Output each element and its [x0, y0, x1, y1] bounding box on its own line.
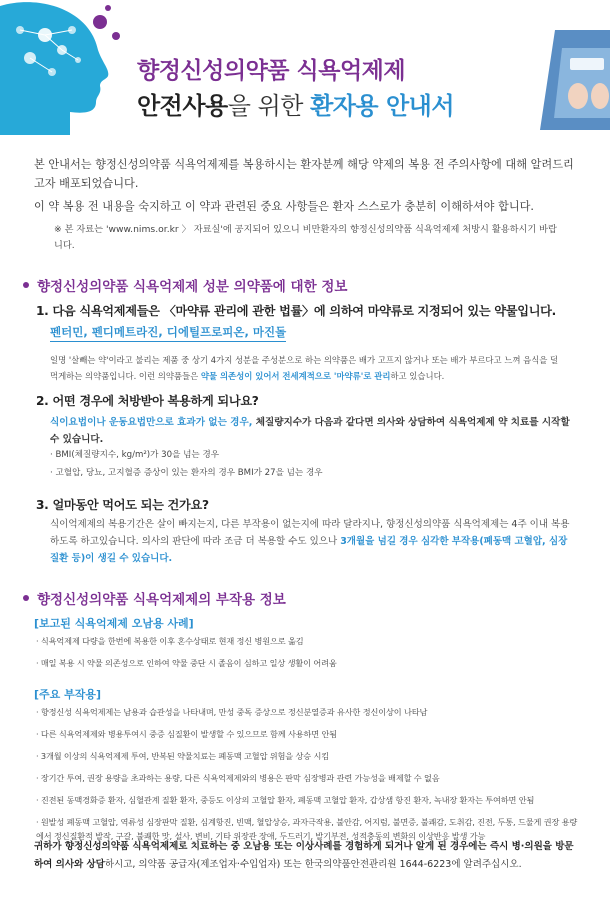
answer-3-highlight: 3개월을 넘길 경우 심각한 부작용(폐동맥 고혈압, 심장질환 등)이 생길 수 있습니다.: [50, 536, 568, 564]
section1-title-text: 향정신성의약품 식욕억제제 성분 의약품에 대한 정보: [37, 279, 348, 295]
answer-1-line1: 일명 '살빼는 약'이라고 불리는 제품 중 상기 4가지 성분을 주성분으로 하는 의약품은 배가 고프지 않거나 또는 배가 부르다고 느껴 음식을 덜: [50, 355, 559, 365]
side-effects-title: [주요 부작용]: [34, 688, 102, 701]
bullet-dot-icon: [23, 282, 29, 288]
bmi-bullet-2-text: 고혈압, 당뇨, 고지혈증 증상이 있는 환자의 경우 BMI가 27을 넘는 경우: [55, 468, 323, 478]
title-line1: 향정신성의약품 식욕억제제: [137, 58, 406, 84]
head-silhouette-icon: [0, 0, 135, 135]
answer-2: [50, 414, 578, 448]
list-item: · 식욕억제제 다량을 한번에 복용한 이후 혼수상태로 현재 정신 병원으로 옮김: [36, 630, 581, 652]
list-item: · 매일 복용 시 약물 의존성으로 인하여 약물 중단 시 졸음이 심하고 일상 생활이 어려움: [36, 652, 581, 674]
reference-note: ※ 본 자료는 'www.nims.or.kr 〉 자료실'에 공지되어 있으니 비만환자의 향정신성의약품 식욕억제제 처방시 활용하시기 바랍니다.: [54, 224, 557, 251]
list-item: · 원발성 폐동맥 고혈압, 역류성 심장판막 질환, 심계항진, 빈맥, 혈압상승, 과자극작용, 불안감, 어지럼, 불면증, 불쾌감, 도취감, 진전, 두통, 드물게 권장 용량에서 정신질환적 발작, 구갈, 불쾌한 맛, 설사, 변비, 기타 위장관 장애, 두드러기, 발기부전, 성적충동의 변화의 이상반응 발생 가능: [36, 811, 581, 843]
list-item: · 다른 식욕억제제와 병용투여시 중증 심질환이 발생할 수 있으므로 함께 사용하면 안됨: [36, 723, 581, 745]
question-1: 1. 다음 식욕억제제들은 〈마약류 관리에 관한 법률〉에 의하여 마약류로 지정되어 있는 약물입니다.: [36, 304, 556, 318]
answer-3-text: 식이억제제의 복용기간은 살이 빠지는지, 다른 부작용이 없는지에 따라 달라지나, 향정신성의약품 식욕억제제는 4주 이내 복용하도록 하고있습니다. 의사의 판단에 따라 조금 더 복용할 수도 있으나: [50, 519, 570, 547]
title-safe-use: 안전사용: [137, 92, 228, 120]
answer-2-highlight: 식이요법이나 운동요법만으로 효과가 없는 경우,: [50, 417, 253, 428]
list-item: · 3개월 이상의 식욕억제제 투여, 반복된 약물치료는 폐동맥 고혈압 위험을 상승 시킴: [36, 745, 581, 767]
footer-text: 하시고, 의약품 공급자(제조업자·수입업자) 또는 한국의약품안전관리원 1644-6223에 알려주십시오.: [104, 859, 522, 870]
intro-paragraph-2: 이 약 복용 전 내용을 숙지하고 이 약과 관련된 중요 사항들은 환자 스스로가 충분히 이해하셔야 합니다.: [34, 200, 534, 213]
answer-1-highlight: 약물 의존성이 있어서 전세계적으로 '마약류'로 관리: [200, 371, 391, 381]
answer-3: [50, 516, 570, 567]
title-patient-guide: 환자용 안내서: [310, 92, 455, 120]
bathroom-scale-icon: [540, 30, 610, 130]
title-connector: 을 위한: [227, 92, 311, 120]
section2-title-text: 향정신성의약품 식욕억제제의 부작용 정보: [37, 592, 286, 608]
list-item: · 향정신성 식욕억제제는 남용과 습관성을 나타내며, 만성 중독 증상으로 정신분열증과 유사한 정신이상이 나타남: [36, 701, 581, 723]
question-3: 3. 얼마동안 먹어도 되는 건가요?: [36, 498, 209, 512]
bmi-bullet-2: · 고혈압, 당뇨, 고지혈증 증상이 있는 환자의 경우 BMI가 27을 넘는 경우: [50, 468, 323, 478]
answer-1-text: 먹게하는 의약품입니다. 이런 의약품들은: [50, 371, 201, 381]
list-item: · 진전된 동맥경화증 환자, 심혈관계 질환 환자, 중등도 이상의 고혈압 환자, 폐동맥 고혈압 환자, 갑상샘 항진 환자, 녹내장 환자는 투여하면 안됨: [36, 789, 581, 811]
answer-1-line2: [50, 368, 578, 384]
answer-1: [50, 352, 578, 384]
answer-2-text: 체질량지수가 다음과 같다면 의사와 상담하여 식욕억제제 약 치료를 시작할 수 있습니다.: [50, 417, 570, 445]
side-effect-list: [36, 701, 581, 843]
footer-notice: [34, 838, 579, 874]
misuse-case-list: [36, 630, 581, 674]
intro: [34, 155, 574, 220]
intro-paragraph-1: 본 안내서는 향정신성의약품 식욕억제제를 복용하시는 환자분께 해당 약제의 복용 전 주의사항에 대해 알려드리고자 배포되었습니다.: [34, 158, 574, 190]
bmi-bullet-1: · BMI(체질량지수, kg/m²)가 30을 넘는 경우: [50, 450, 220, 460]
section1-title: [23, 275, 347, 295]
bmi-bullet-1-text: BMI(체질량지수, kg/m²)가 30을 넘는 경우: [55, 450, 220, 460]
list-item: · 장기간 투여, 권장 용량을 초과하는 용량, 다른 식욕억제제와의 병용은 판막 심장병과 관련 가능성을 배제할 수 없음: [36, 767, 581, 789]
misuse-cases-title: [보고된 식욕억제제 오남용 사례]: [34, 617, 194, 630]
answer-1-end: 하고 있습니다.: [390, 371, 445, 381]
question-2: 2. 어떤 경우에 처방받아 복용하게 되나요?: [36, 394, 259, 408]
bullet-dot-icon: [23, 595, 29, 601]
title-line2: [137, 86, 454, 121]
drug-list: 펜터민, 펜디메트라진, 디에틸프로피온, 마진돌: [50, 324, 286, 342]
section2-title: [23, 588, 286, 608]
header: [0, 0, 610, 132]
footer-bold: 귀하가 향정신성의약품 식욕억제제로 치료하는 중 오남용 또는 이상사례를 경험하게 되거나 알게 된 경우에는 즉시 병·의원을 방문하여 의사와 상담: [34, 841, 574, 870]
